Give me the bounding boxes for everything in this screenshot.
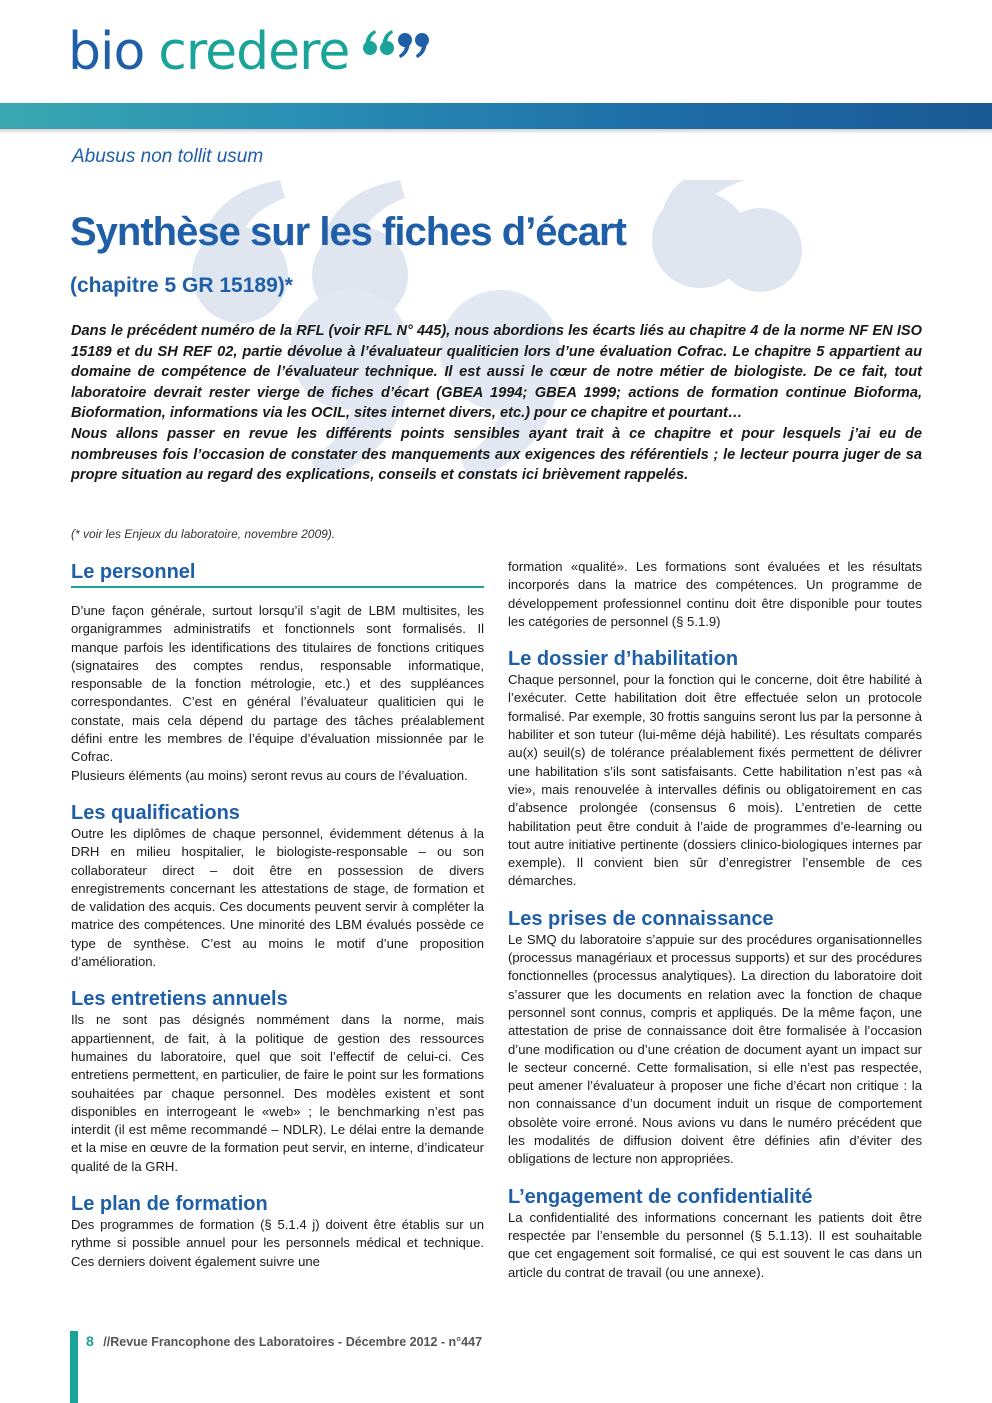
heading-entretiens: Les entretiens annuels (71, 988, 288, 1011)
connaissance-paragraph: Le SMQ du laboratoire s’appuie sur des procédures organisationnelles (processus managériaux et processus supports) et sur des procédures fonctionnelles (processus analytiques). La direction du laboratoire doit s’assurer que les documents en relation avec la fonction de chaque personnel sont connus, compris et appliqués. De la même façon, une attestation de prise de connaissance doit être formalisée à l’occasion d’une modification ou d’une création de document ayant un impact sur le secteur concerné. Cette formalisation, si elle n’est pas respectée, peut amener l’évaluateur à proposer une fiche d’écart non critique : la non connaissance d’un document induit un risque de comportement obsolète voire erroné. Nous avions vu dans le numéro précédent que les modalités de diffusion doivent être définies afin d’éviter des obligations de lecture non appropriées. (508, 931, 922, 1167)
entretiens-paragraph: Ils ne sont pas désignés nommément dans la norme, mais appartiennent, de fait, à la politique de gestion des ressources humaines du laboratoire, quel que soit l’effectif de celui-ci. Ces entretiens permettent, en particulier, de faire le point sur les formations souhaitées par chaque personnel. Des modèles existent et sont disponibles en interrogeant le «web» ; le benchmarking n’est pas interdit (il est même recommandé – NDLR). Le délai entre la demande et la mise en œuvre de la formation peut servir, en interne, d’indicateur qualité de la GRH. (71, 1012, 484, 1174)
confidentialite-paragraph: La confidentialité des informations concernant les patients doit être respectée par l’ensemble du personnel (§ 5.1.13). Il est souhaitable que cet engagement soit formalisé, ce qui est souvent le cas dans un article du contrat de travail (ou une annexe). (508, 1209, 922, 1280)
article-subtitle: (chapitre 5 GR 15189)* (70, 274, 293, 297)
page-number: 8 (86, 1333, 94, 1349)
logo-quote-icon (361, 26, 431, 60)
section-label: Abusus non tollit usum (72, 146, 264, 167)
personnel-paragraph-1: D’une façon générale, surtout lorsqu’il s’agit de LBM multisites, les organigrammes administratifs et fonctionnels sont formalisés. Il manque parfois les identifications des titulaires de fonctions critiques (signataires des comptes rendus, responsable informatique, responsable de la fonction métrologie, etc.) et des suppléances correspondantes. C’est en général l’évaluateur qualiticien qui le constate, mais cela dépend du partage des tâches préalablement défini entre les membres de l’équipe d’évaluation missionnée par le Cofrac. (71, 603, 484, 765)
heading-connaissance: Les prises de connaissance (508, 907, 774, 930)
page-footer (86, 1333, 482, 1349)
heading-confidentialite: L’engagement de confidentialité (508, 1185, 813, 1208)
heading-personnel: Le personnel (71, 560, 484, 588)
heading-qualifications: Les qualifications (71, 801, 240, 824)
article-title: Synthèse sur les fiches d’écart (70, 210, 626, 254)
heading-habilitation: Le dossier d’habilitation (508, 648, 739, 671)
plan-formation-paragraph-cont: formation «qualité». Les formations sont évaluées et les résultats incorporés dans la matrice des compétences. Un programme de développement professionnel continu doit être disponible pour toutes les catégories de personnel (§ 5.1.9) (508, 559, 922, 629)
intro-paragraph-1: Dans le précédent numéro de la RFL (voir RFL N° 445), nous abordions les écarts liés au chapitre 4 de la norme NF EN ISO 15189 et du SH REF 02, partie dévolue à l’évaluateur qualiticien lors d’une évaluation Cofrac. Le chapitre 5 appartient au domaine de compétence de l’évaluateur technique. Il est aussi le cœur de notre métier de biologiste. De ce fait, tout laboratoire devrait rester vierge de fiches d’écart (GBEA 1994; GBEA 1999; actions de formation continue Bioforma, Bioformation, informations via les OCIL, sites internet divers, etc.) pour ce chapitre et pourtant… (71, 323, 922, 422)
qualifications-paragraph: Outre les diplômes de chaque personnel, évidemment détenus à la DRH en milieu hospitalier, le biologiste-responsable – ou son collaborateur direct – doit être en possession de divers enregistrements concernant les attestations de stage, de formation et de validation des acquis. Ces documents peuvent servir à compléter la matrice des compétences. Une minorité des LBM évalués possède ce type de synthèse. C’est au moins le motif d’une proposition d’amélioration. (71, 825, 484, 970)
header-band (0, 103, 992, 129)
article-intro (71, 321, 922, 486)
footer-accent-bar (70, 1331, 78, 1403)
header-band-shadow (0, 129, 992, 134)
intro-footnote: (* voir les Enjeux du laboratoire, novembre 2009). (71, 527, 336, 541)
heading-plan-formation: Le plan de formation (71, 1193, 268, 1216)
left-column (71, 560, 484, 1271)
habilitation-paragraph: Chaque personnel, pour la fonction qui le concerne, doit être habilité à l’exécuter. Cette habilitation doit être effectuée selon un protocole formalisé. Par exemple, 30 frottis sanguins seront lus par la personne à habiliter et son tuteur (lui-même déjà habilité). Les résultats comparés au(x) seuil(s) de tolérance préalablement fixés permettent de délivrer une habilitation s’ils sont satisfaisants. Cette habilitation n’est pas «à vie», mais renouvelée à intervalles définis ou obligatoirement en cas d’absence prolongée (consensus 6 mois). L’entretien de cette habilitation peut être conduit à l’aide de programmes d’e-learning ou tout autre initiative pertinente (dossiers clinico-biologiques internes par exemple). Il convient bien sûr d’enregistrer l’ensemble de ces démarches. (508, 672, 922, 889)
intro-paragraph-2: Nous allons passer en revue les différents points sensibles ayant trait à ce chapitre et pour lesquels j’ai eu de nombreuses fois l’occasion de constater des manquements aux exigences des référentiels ; le lecteur pourra juger de sa propre situation au regard des explications, conseils et constats ici brièvement rappelés. (71, 425, 922, 484)
logo-word-credere: credere (158, 22, 350, 82)
logo (68, 22, 431, 82)
personnel-paragraph-2: Plusieurs éléments (au moins) seront revus au cours de l’évaluation. (71, 767, 468, 783)
footer-journal: //Revue Francophone des Laboratoires - Décembre 2012 - n°447 (103, 1335, 483, 1349)
logo-word-bio: bio (68, 22, 145, 82)
right-column (508, 558, 922, 1282)
plan-formation-paragraph: Des programmes de formation (§ 5.1.4 j) doivent être établis sur un rythme si possible annuel pour les personnels médical et technique. Ces derniers doivent également suivre une (71, 1217, 484, 1269)
